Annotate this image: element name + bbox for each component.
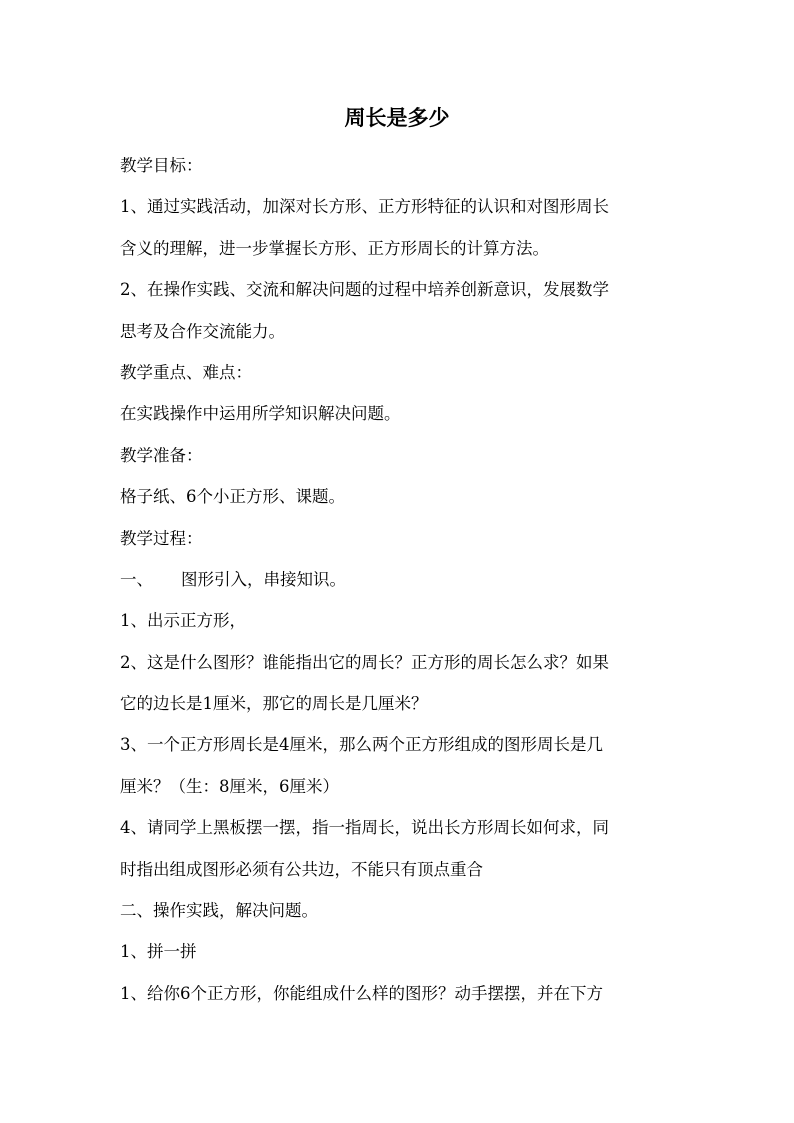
heading-process: 教学过程：	[120, 528, 203, 548]
section-two-heading: 二、操作实践，解决问题。	[120, 901, 318, 921]
document-body	[120, 145, 680, 1014]
section-one-number: 一、	[120, 569, 153, 589]
step-1-text: 1、出示正方形，	[120, 611, 246, 631]
step-2-line-2: 它的边长是1厘米，那它的周长是几厘米？	[120, 694, 428, 714]
step-3-line-2: 厘米？（生：8厘米，6厘米）	[120, 776, 339, 796]
step-3-line-1: 3、一个正方形周长是4厘米，那么两个正方形组成的图形周长是几	[120, 735, 603, 755]
activity-1-heading: 1、拼一拼	[120, 942, 197, 962]
key-points-text: 在实践操作中运用所学知识解决问题。	[120, 404, 401, 424]
goal-1-line-1: 1、通过实践活动，加深对长方形、正方形特征的认识和对图形周长	[120, 197, 609, 217]
step-2-line-1: 2、这是什么图形？谁能指出它的周长？正方形的周长怎么求？如果	[120, 652, 609, 672]
section-one-title: 图形引入，串接知识。	[181, 569, 346, 589]
step-4-line-2: 时指出组成图形必须有公共边，不能只有顶点重合	[120, 859, 483, 879]
goal-1-line-2: 含义的理解，进一步掌握长方形、正方形周长的计算方法。	[120, 238, 549, 258]
document-title: 周长是多少	[344, 105, 450, 130]
section-one-heading	[120, 559, 680, 600]
preparation-text: 格子纸、6个小正方形、课题。	[120, 487, 345, 507]
goal-2-line-1: 2、在操作实践、交流和解决问题的过程中培养创新意识，发展数学	[120, 280, 609, 300]
heading-key-points: 教学重点、难点：	[120, 362, 252, 382]
heading-preparation: 教学准备：	[120, 445, 203, 465]
activity-1-text: 1、给你6个正方形，你能组成什么样的图形？动手摆摆，并在下方	[120, 983, 603, 1003]
goal-2-line-2: 思考及合作交流能力。	[120, 321, 285, 341]
heading-teaching-goals: 教学目标：	[120, 156, 203, 175]
step-4-line-1: 4、请同学上黑板摆一摆，指一指周长，说出长方形周长如何求，同	[120, 818, 609, 838]
